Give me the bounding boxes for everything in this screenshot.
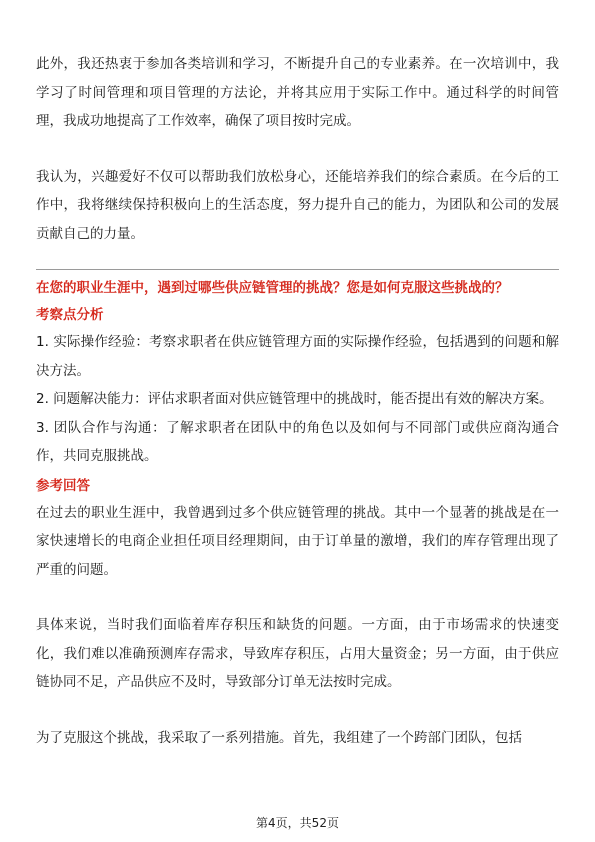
analysis-item-2: 2. 问题解决能力：评估求职者面对供应链管理中的挑战时，能否提出有效的解决方案。 xyxy=(36,391,553,407)
paragraph-hobbies: 我认为，兴趣爱好不仅可以帮助我们放松身心，还能培养我们的综合素质。在今后的工作中，我将继续保持积极向上的生活态度，努力提升自己的能力，为团队和公司的发展贡献自己的力量。 xyxy=(36,168,559,242)
page-number-footer: 第4页，共52页 xyxy=(256,816,339,830)
document-page xyxy=(36,50,559,752)
analysis-item-1: 1. 实际操作经验：考察求职者在供应链管理方面的实际操作经验，包括遇到的问题和解决方法。 xyxy=(36,334,559,379)
interview-question: 在您的职业生涯中，遇到过哪些供应链管理的挑战？您是如何克服这些挑战的？ xyxy=(36,280,509,296)
paragraph-spacer xyxy=(36,584,559,611)
analysis-heading: 考察点分析 xyxy=(36,307,104,323)
section-divider xyxy=(36,269,559,270)
section-spacer xyxy=(36,248,559,269)
answer-paragraph-3: 为了克服这个挑战，我采取了一系列措施。首先，我组建了一个跨部门团队，包括 xyxy=(36,729,522,746)
analysis-item-3: 3. 团队合作与沟通：了解求职者在团队中的角色以及如何与不同部门或供应商沟通合作，共同克服挑战。 xyxy=(36,419,559,464)
paragraph-training: 此外，我还热衷于参加各类培训和学习，不断提升自己的专业素养。在一次培训中，我学习了时间管理和项目管理的方法论，并将其应用于实际工作中。通过科学的时间管理，我成功地提高了工作效率，确保了项目按时完成。 xyxy=(36,56,559,129)
paragraph-spacer xyxy=(36,697,559,724)
answer-paragraph-1: 在过去的职业生涯中，我曾遇到过多个供应链管理的挑战。其中一个显著的挑战是在一家快速增长的电商企业担任项目经理期间，由于订单量的激增，我们的库存管理出现了严重的问题。 xyxy=(36,504,559,578)
answer-paragraph-2: 具体来说，当时我们面临着库存积压和缺货的问题。一方面，由于市场需求的快速变化，我们难以准确预测库存需求，导致库存积压，占用大量资金；另一方面，由于供应链协同不足，产品供应不及时，导致部分订单无法按时完成。 xyxy=(36,617,559,690)
answer-heading: 参考回答 xyxy=(36,477,90,494)
paragraph-spacer xyxy=(36,136,559,163)
